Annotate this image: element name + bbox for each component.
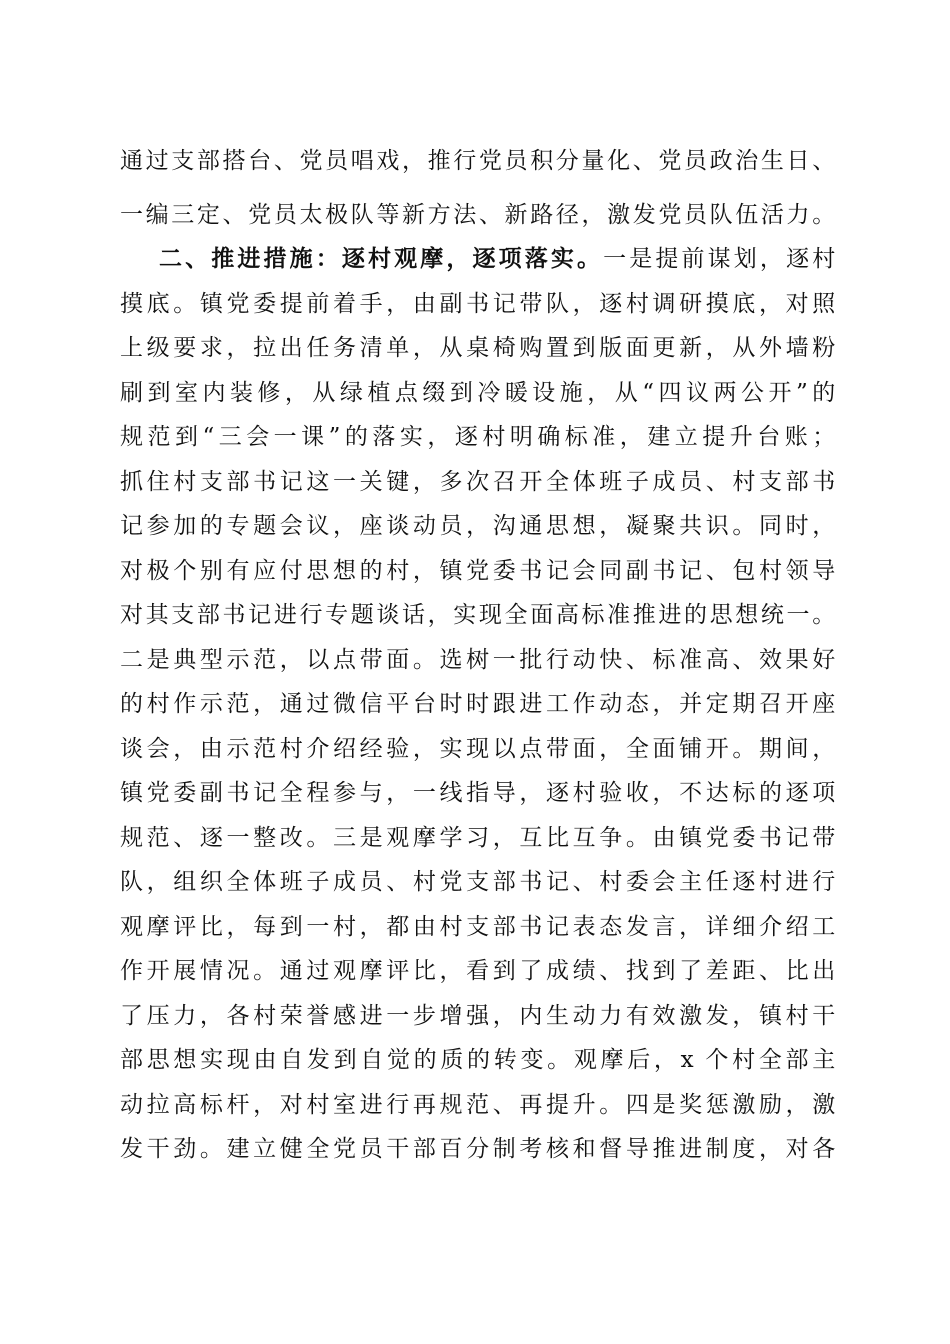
text-line: 对极个别有应付思想的村，镇党委书记会同副书记、包村领导: [120, 558, 836, 584]
text-line: 动拉高标杆，对村室进行再规范、再提升。四是奖惩激励，激: [120, 1092, 836, 1118]
section-heading: 二、推进措施：逐村观摩，逐项落实。: [159, 246, 604, 272]
text-line: 的村作示范，通过微信平台时时跟进工作动态，并定期召开座: [120, 691, 836, 717]
text-line: 摸底。镇党委提前着手，由副书记带队，逐村调研摸底，对照: [120, 291, 836, 317]
text-line-with-heading: [159, 241, 836, 277]
text-line: 二是典型示范，以点带面。选树一批行动快、标准高、效果好: [120, 647, 836, 673]
text-line: 谈会，由示范村介绍经验，实现以点带面，全面铺开。期间，: [120, 736, 836, 762]
text-line: 记参加的专题会议，座谈动员，沟通思想，凝聚共识。同时，: [120, 513, 836, 539]
text-line: 通过支部搭台、党员唱戏，推行党员积分量化、党员政治生日、: [120, 148, 836, 174]
text-line: 抓住村支部书记这一关键，多次召开全体班子成员、村支部书: [120, 469, 836, 495]
text-line: 规范、逐一整改。三是观摩学习，互比互争。由镇党委书记带: [120, 825, 836, 851]
text-line: 发干劲。建立健全党员干部百分制考核和督导推进制度，对各: [120, 1136, 836, 1162]
text-line: 规范到“三会一课”的落实，逐村明确标准，建立提升台账；: [120, 424, 836, 450]
text-line: 一编三定、党员太极队等新方法、新路径，激发党员队伍活力。: [120, 202, 836, 228]
text-line: 镇党委副书记全程参与，一线指导，逐村验收，不达标的逐项: [120, 780, 836, 806]
section-text: 一是提前谋划，逐村: [603, 246, 836, 272]
text-line: 刷到室内装修，从绿植点缀到冷暖设施，从“四议两公开”的: [120, 380, 836, 406]
text-line: 队，组织全体班子成员、村党支部书记、村委会主任逐村进行: [120, 869, 836, 895]
text-line: 作开展情况。通过观摩评比，看到了成绩、找到了差距、比出: [120, 958, 836, 984]
text-line: 部思想实现由自发到自觉的质的转变。观摩后，x 个村全部主: [120, 1047, 836, 1073]
text-line: 对其支部书记进行专题谈话，实现全面高标准推进的思想统一。: [120, 602, 836, 628]
text-line: 了压力，各村荣誉感进一步增强，内生动力有效激发，镇村干: [120, 1003, 836, 1029]
text-line: 上级要求，拉出任务清单，从桌椅购置到版面更新，从外墙粉: [120, 335, 836, 361]
text-line: 观摩评比，每到一村，都由村支部书记表态发言，详细介绍工: [120, 914, 836, 940]
